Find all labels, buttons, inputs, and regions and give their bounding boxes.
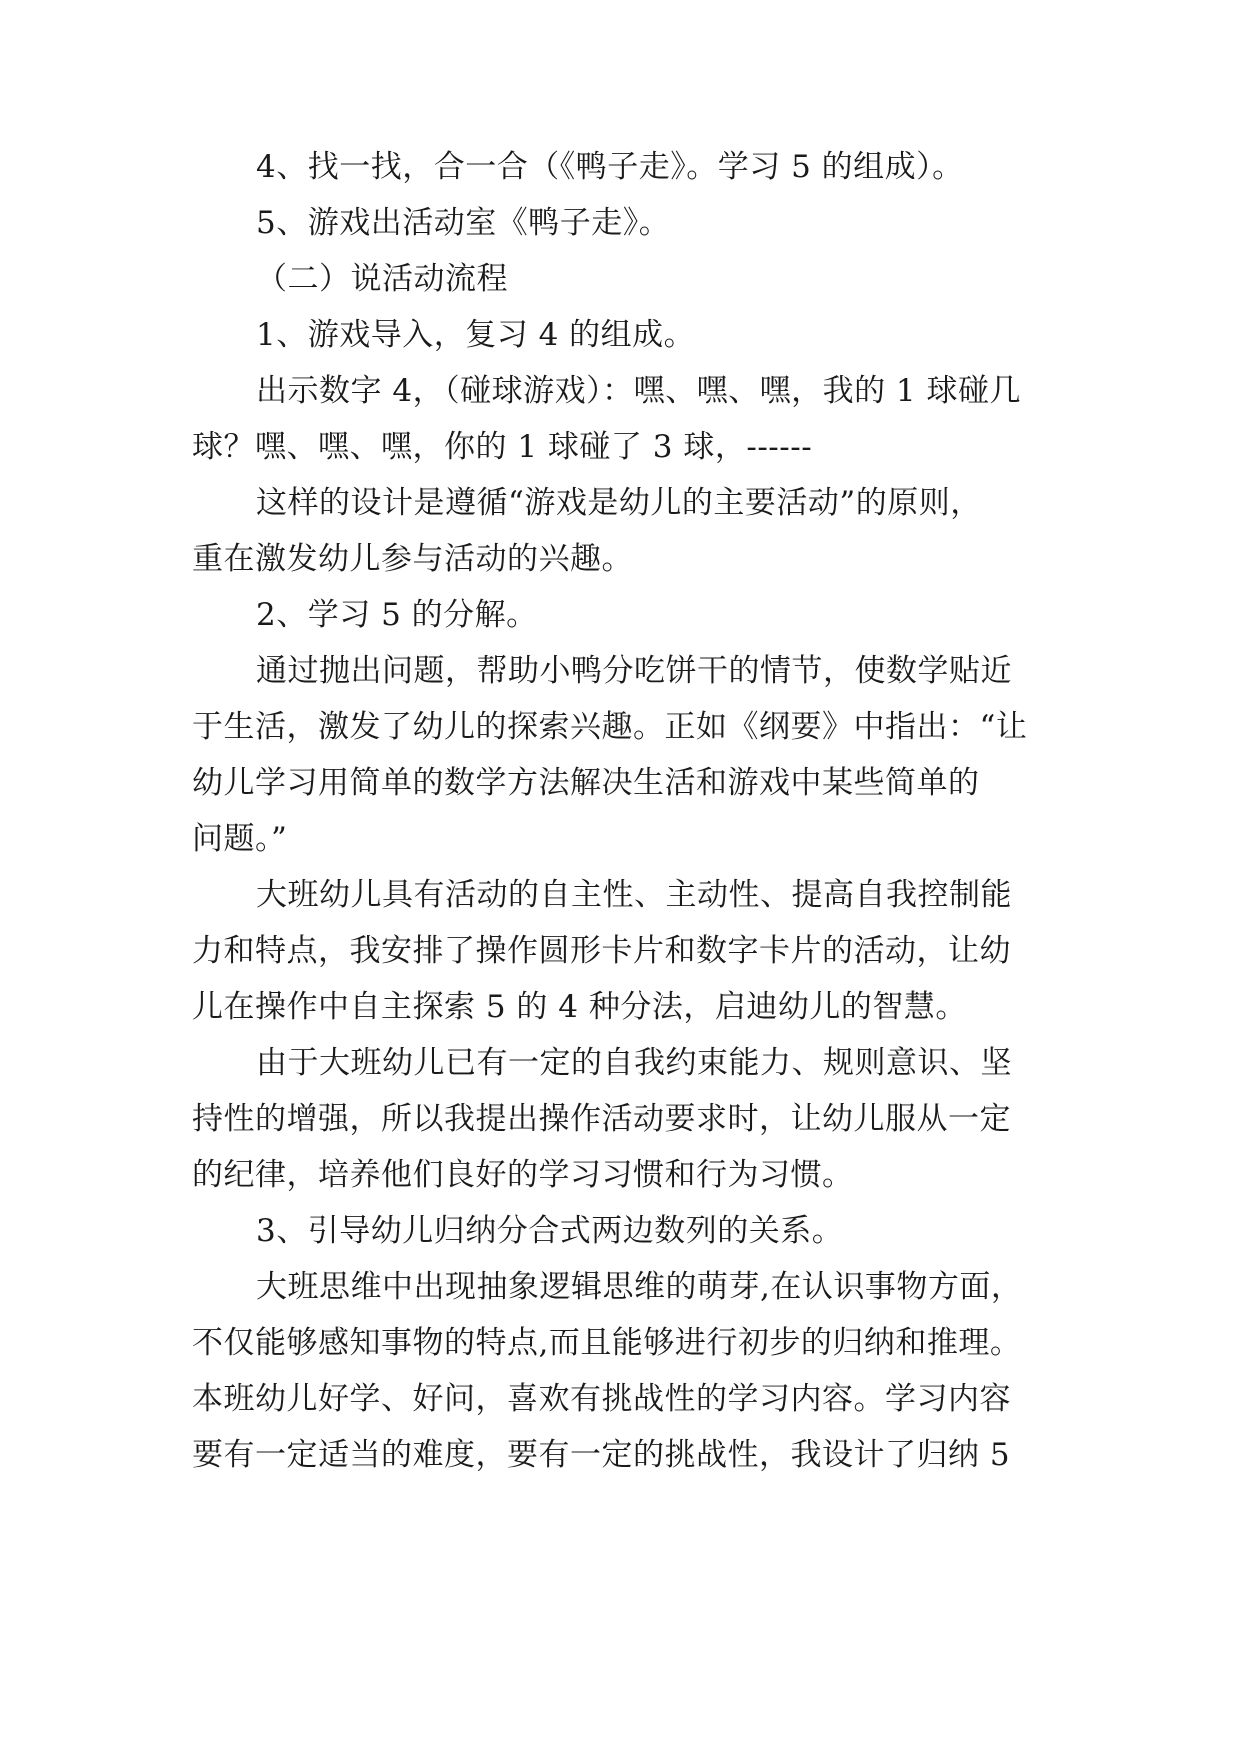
paragraph-line: 于生活，激发了幼儿的探索兴趣。正如《纲要》中指出：“让 <box>192 709 1028 745</box>
paragraph-line: 重在激发幼儿参与活动的兴趣。 <box>192 541 633 577</box>
paragraph-line: 1、游戏导入，复习 4 的组成。 <box>256 317 696 353</box>
paragraph-line: 不仅能够感知事物的特点,而且能够进行初步的归纳和推理。 <box>192 1325 1022 1361</box>
paragraph-line: 2、学习 5 的分解。 <box>256 597 538 633</box>
paragraph-line: 大班思维中出现抽象逻辑思维的萌芽,在认识事物方面， <box>256 1269 1023 1305</box>
paragraph-line: 问题。” <box>192 821 288 857</box>
paragraph-line: 球？嘿、嘿、嘿，你的 1 球碰了 3 球，------ <box>192 429 813 465</box>
paragraph-line: 要有一定适当的难度，要有一定的挑战性，我设计了归纳 5 <box>192 1437 1011 1473</box>
paragraph-line: 3、引导幼儿归纳分合式两边数列的关系。 <box>256 1213 844 1249</box>
paragraph-line: 大班幼儿具有活动的自主性、主动性、提高自我控制能 <box>256 877 1012 913</box>
paragraph-line: 这样的设计是遵循“游戏是幼儿的主要活动”的原则， <box>256 485 982 521</box>
paragraph-line: 的纪律，培养他们良好的学习习惯和行为习惯。 <box>192 1157 854 1193</box>
paragraph-line: 4、找一找，合一合（《鸭子走》。学习 5 的组成）。 <box>256 149 964 185</box>
paragraph-line: 出示数字 4，（碰球游戏）：嘿、嘿、嘿，我的 1 球碰几 <box>256 373 1022 409</box>
paragraph-line: 5、游戏出活动室《鸭子走》。 <box>256 205 671 241</box>
paragraph-line: 通过抛出问题，帮助小鸭分吃饼干的情节，使数学贴近 <box>256 653 1012 689</box>
paragraph-line: 儿在操作中自主探索 5 的 4 种分法，启迪幼儿的智慧。 <box>192 989 967 1025</box>
paragraph-line: 本班幼儿好学、好问，喜欢有挑战性的学习内容。学习内容 <box>192 1381 1011 1417</box>
section-heading: （二）说活动流程 <box>256 261 508 297</box>
paragraph-line: 幼儿学习用简单的数学方法解决生活和游戏中某些简单的 <box>192 765 980 801</box>
paragraph-line: 力和特点，我安排了操作圆形卡片和数字卡片的活动，让幼 <box>192 933 1011 969</box>
paragraph-line: 持性的增强，所以我提出操作活动要求时，让幼儿服从一定 <box>192 1101 1011 1137</box>
paragraph-line: 由于大班幼儿已有一定的自我约束能力、规则意识、坚 <box>256 1045 1012 1081</box>
